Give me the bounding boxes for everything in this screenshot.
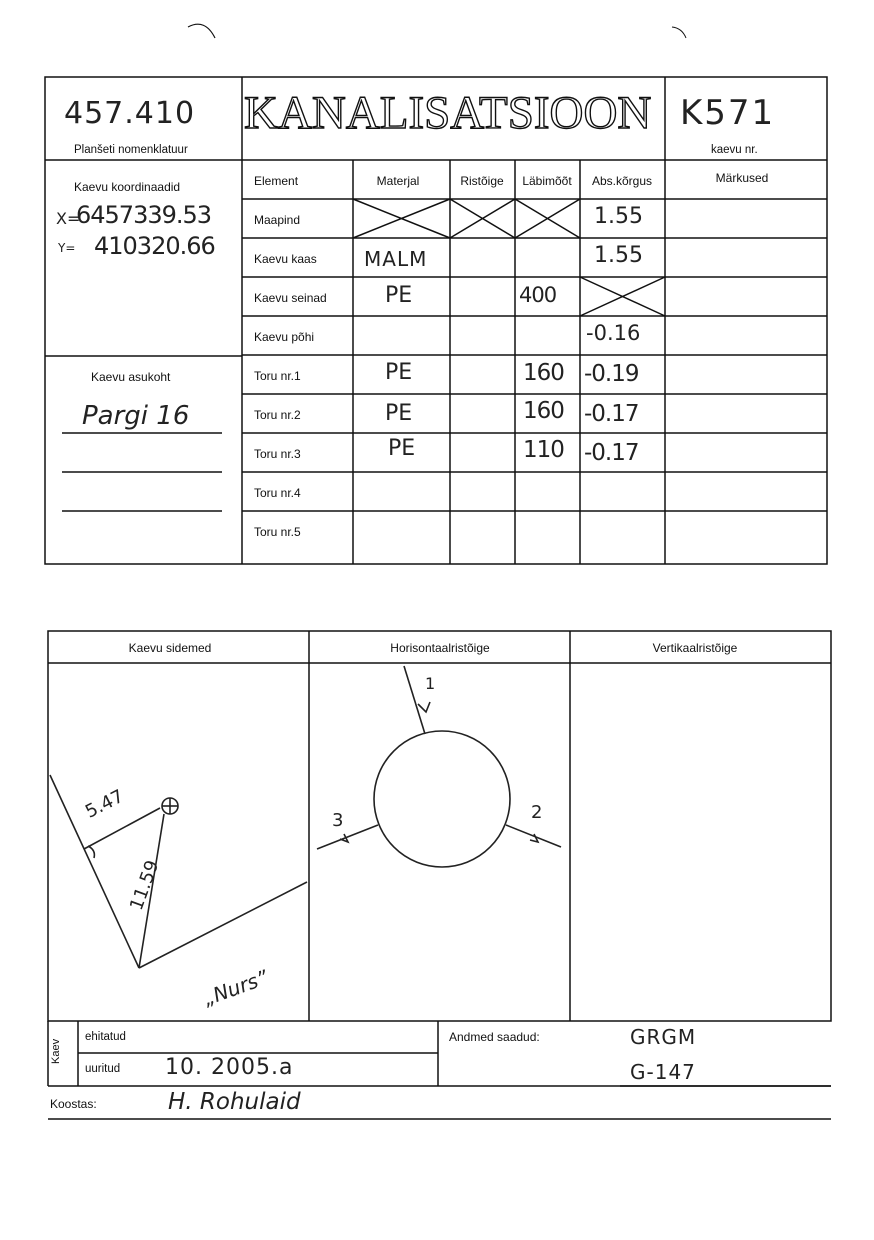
column-header-elevation: Abs.kõrgus xyxy=(591,174,653,188)
lid-material: MALM xyxy=(364,247,428,271)
horizontal-section xyxy=(317,666,561,867)
ground-elevation: 1.55 xyxy=(594,204,643,229)
row-label-ground: Maapind xyxy=(254,213,301,227)
row-label-pipe-5: Toru nr.5 xyxy=(254,525,301,539)
row-label-pipe-2: Toru nr.2 xyxy=(254,408,301,422)
pipe-3-diameter: 110 xyxy=(523,437,564,463)
row-label-pipe-1: Toru nr.1 xyxy=(254,369,301,383)
pipe-2-elevation: -0.17 xyxy=(584,401,639,427)
pipe-3-material: PE xyxy=(388,436,416,461)
map-sheet-value: 457.410 xyxy=(64,96,196,131)
column-header-element: Element xyxy=(254,174,299,188)
row-label-lid: Kaevu kaas xyxy=(254,252,317,266)
compiled-value: H. Rohulaid xyxy=(168,1089,301,1115)
location-value: Pargi 16 xyxy=(82,401,190,431)
location-label: Kaevu asukoht xyxy=(91,370,171,384)
row-label-walls: Kaevu seinad xyxy=(254,291,327,305)
sketch-header-ties: Kaevu sidemed xyxy=(128,641,212,655)
sketch-header-vertical: Vertikaalristõige xyxy=(652,641,738,655)
map-sheet-label: Planšeti nomenklatuur xyxy=(74,144,188,156)
x-coordinate: 6457339.53 xyxy=(76,201,212,229)
sketch-header-horizontal: Horisontaalristõige xyxy=(390,641,490,655)
pipe-number-3: 3 xyxy=(332,810,344,831)
form-title: KANALISATSIOON xyxy=(244,87,652,139)
walls-diameter: 400 xyxy=(519,283,557,307)
column-header-cross-section: Ristõige xyxy=(460,174,504,188)
pipe-2-material: PE xyxy=(385,401,413,426)
built-label: ehitatud xyxy=(85,1031,126,1043)
data-source-value-2: G-147 xyxy=(630,1060,696,1084)
well-number-value: K571 xyxy=(680,93,776,133)
bottom-elevation: -0.16 xyxy=(586,321,641,345)
column-header-diameter: Läbimõõt xyxy=(522,174,572,188)
pipe-1-diameter: 160 xyxy=(523,360,564,386)
y-prefix: Y= xyxy=(58,241,76,255)
ties-street-label: „Nurs” xyxy=(200,965,272,1011)
row-label-bottom: Kaevu põhi xyxy=(254,330,315,344)
column-header-remarks: Märkused xyxy=(715,171,769,185)
pipe-number-1: 1 xyxy=(425,674,436,693)
walls-material: PE xyxy=(385,283,413,308)
pipe-2-diameter: 160 xyxy=(523,398,564,424)
lid-elevation: 1.55 xyxy=(594,243,643,268)
well-number-label: kaevu nr. xyxy=(711,144,758,156)
x-prefix: X= xyxy=(56,209,81,228)
ties-dimension-2: 11.59 xyxy=(126,857,164,914)
row-label-pipe-4: Toru nr.4 xyxy=(254,486,301,500)
coordinates-label: Kaevu koordinaadid xyxy=(74,180,181,194)
kaev-label: Kaev xyxy=(50,1038,62,1064)
pipe-1-elevation: -0.19 xyxy=(584,361,639,387)
y-coordinate: 410320.66 xyxy=(94,232,215,260)
pipe-3-elevation: -0.17 xyxy=(584,440,639,466)
data-source-value-1: GRGM xyxy=(630,1025,697,1049)
row-label-pipe-3: Toru nr.3 xyxy=(254,447,301,461)
measured-value: 10. 2005.a xyxy=(165,1055,294,1080)
ties-dimension-1: 5.47 xyxy=(82,785,128,823)
data-source-label: Andmed saadud: xyxy=(449,1030,540,1044)
measured-label: uuritud xyxy=(85,1063,121,1075)
pipe-number-2: 2 xyxy=(531,802,543,823)
compiled-label: Koostas: xyxy=(50,1097,97,1111)
pipe-1-material: PE xyxy=(385,360,413,385)
column-header-material: Materjal xyxy=(376,174,420,188)
